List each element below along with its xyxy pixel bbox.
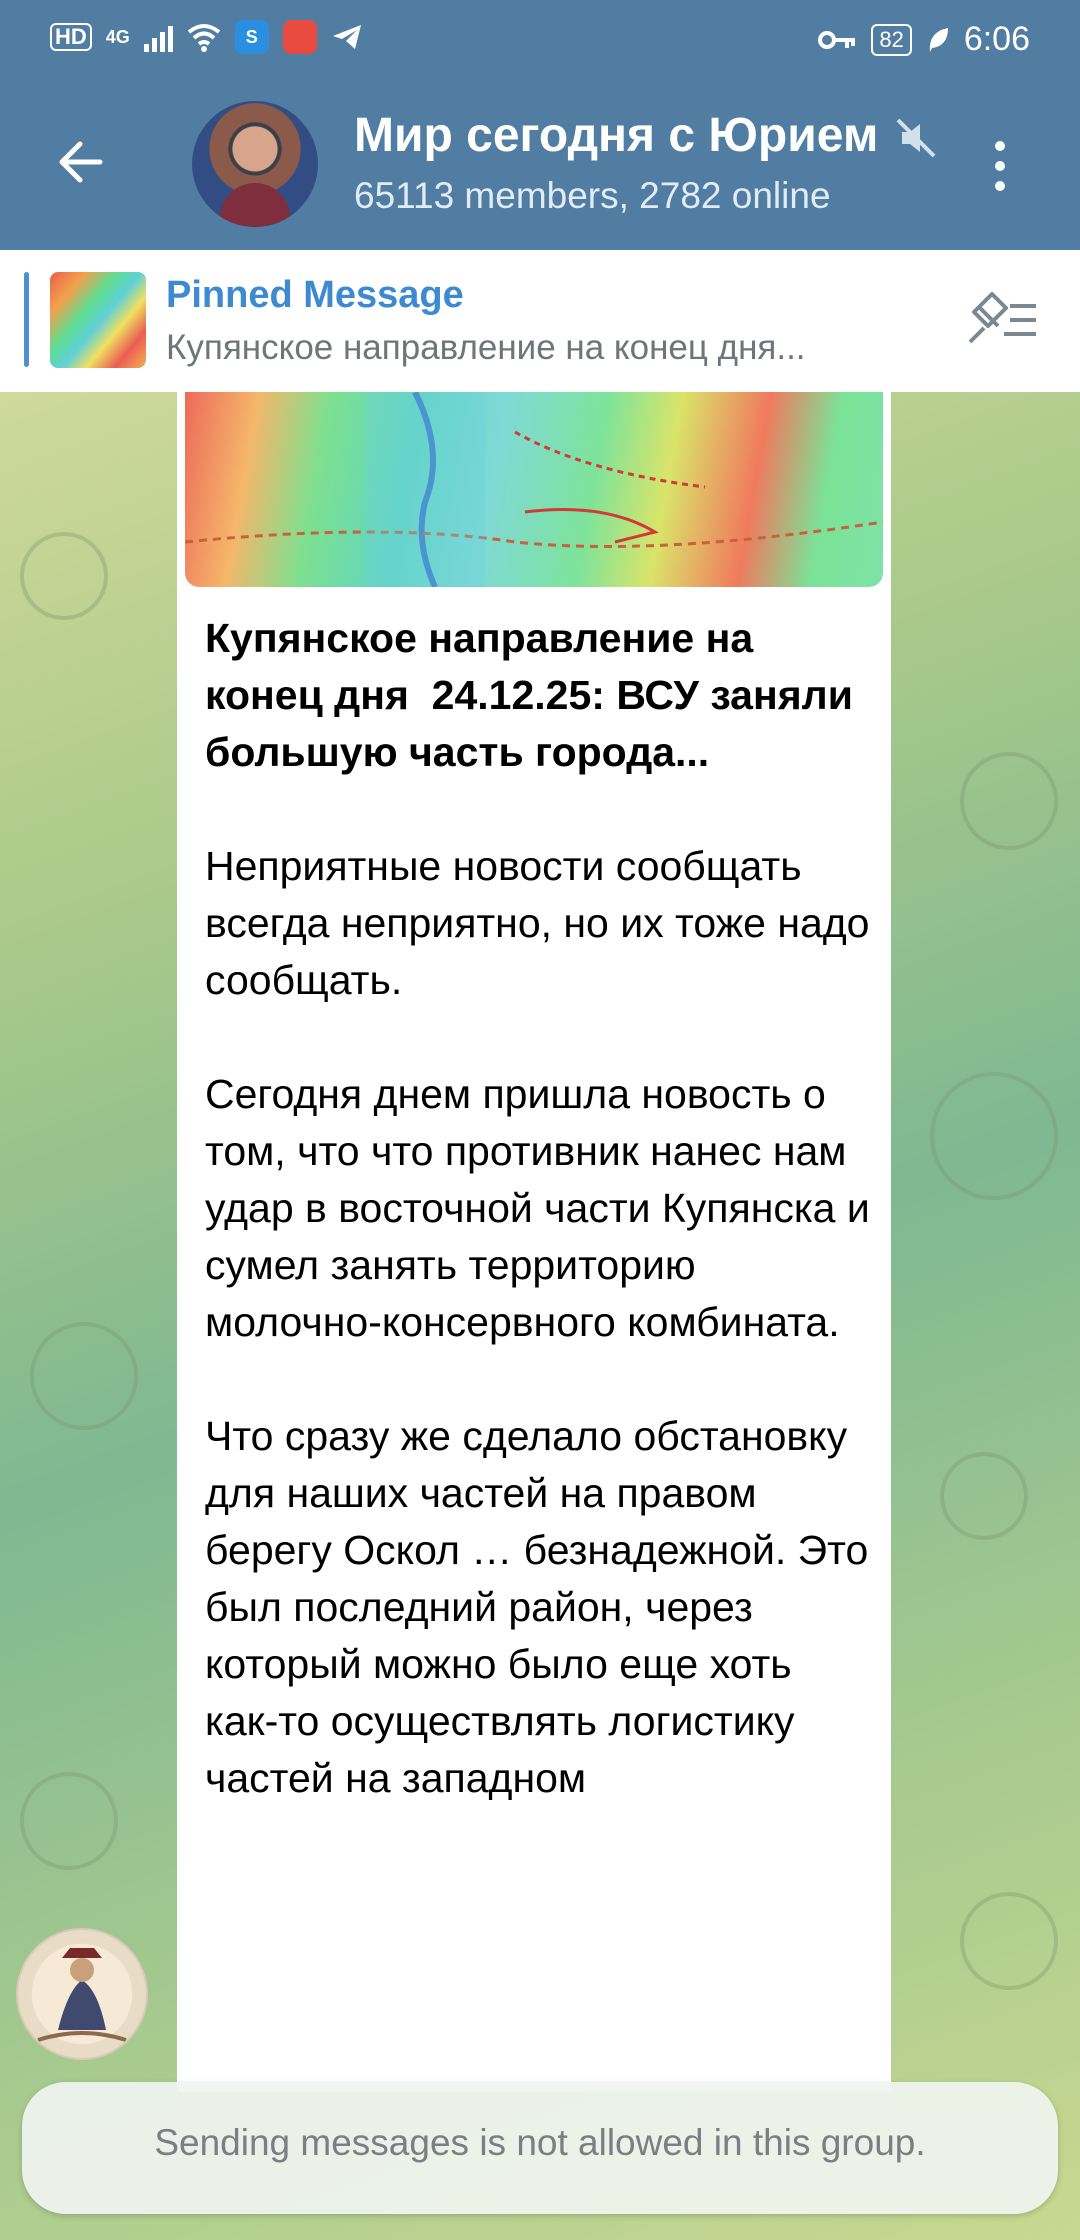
telegram-icon (331, 23, 363, 51)
chat-subtitle: 65113 members, 2782 online (354, 175, 831, 216)
messaging-disabled-notice (22, 2082, 1058, 2214)
leaf-icon (926, 26, 950, 54)
pinned-message-bar[interactable] (0, 250, 1080, 394)
back-button[interactable] (52, 132, 112, 192)
pinned-title: Pinned Message (166, 274, 464, 316)
notice-text: Sending messages is not allowed in this group. (154, 2122, 926, 2163)
sender-avatar[interactable] (16, 1928, 148, 2060)
clock: 6:06 (963, 20, 1030, 58)
message-bubble[interactable] (177, 392, 891, 2092)
pinned-indicator-bar (24, 272, 29, 367)
chat-header (0, 80, 1080, 250)
pinned-thumbnail (50, 272, 146, 368)
signal-icon (144, 22, 173, 52)
wifi-icon (187, 22, 221, 52)
app-notification-icon: S (235, 20, 269, 54)
message-text (205, 610, 875, 1864)
key-icon (817, 28, 857, 52)
more-options-button[interactable] (985, 136, 1015, 196)
pinned-list-icon[interactable] (964, 290, 1040, 350)
message-paragraph: Неприятные новости сообщать всегда неприятно, но их тоже надо сообщать. (205, 843, 870, 1003)
mute-icon (892, 114, 940, 162)
message-title: Купянское направление на конец дня 24.12.25: ВСУ заняли большую часть города... (205, 615, 865, 775)
group-avatar[interactable] (192, 101, 318, 227)
chat-title[interactable]: Мир сегодня с Юрием (354, 109, 879, 162)
message-map-image[interactable] (185, 392, 883, 587)
pinned-text: Купянское направление на конец дня... (166, 328, 806, 367)
status-bar (0, 0, 1080, 80)
message-paragraph: Что сразу же сделало обстановку для наших частей на правом берегу Оскол … безнадежной. Это был последний район, через который можно было еще хоть как-то осуществлять логистику частей на западном (205, 1413, 869, 1801)
network-type-indicator: 4G (105, 27, 130, 47)
battery-indicator: 82 (871, 24, 911, 56)
hd-indicator: HD (50, 23, 92, 51)
app-notification-icon-2 (283, 20, 317, 54)
message-paragraph: Сегодня днем пришла новость о том, что что противник нанес нам удар в восточной части Купянска и сумел занять территорию молочно-консервного комбината. (205, 1071, 870, 1345)
